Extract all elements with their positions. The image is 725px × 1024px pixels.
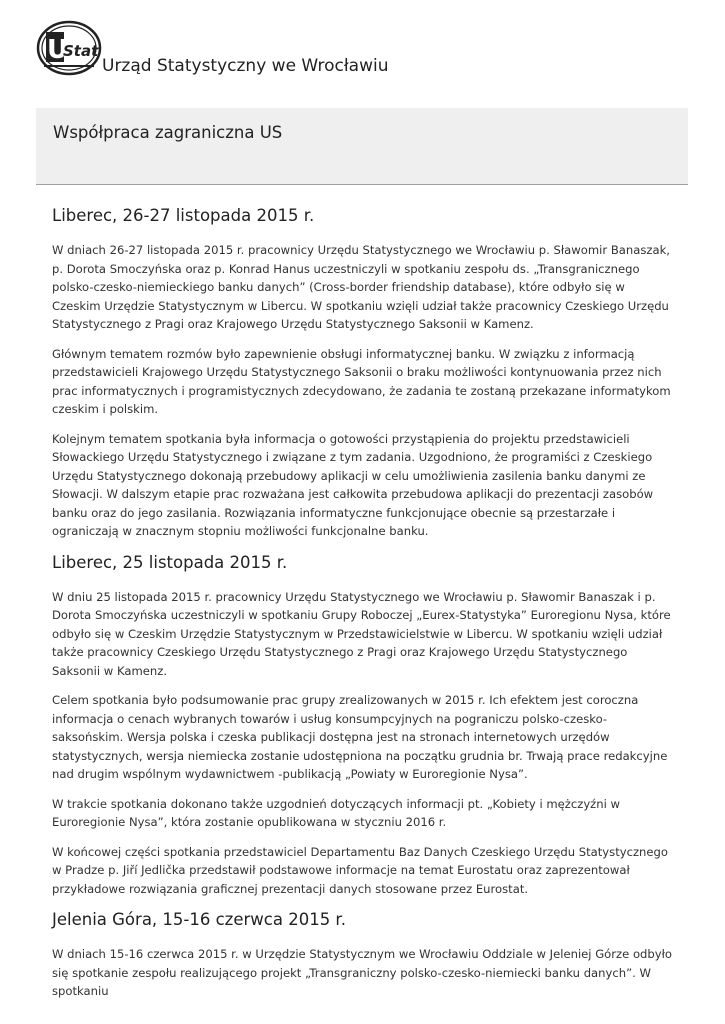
- svg-text:Stat: Stat: [63, 42, 99, 60]
- svg-text:U: U: [47, 35, 69, 65]
- article-jelenia-gora: [52, 909, 674, 1001]
- page-header: [36, 20, 686, 80]
- article-paragraph: W dniu 25 listopada 2015 r. pracownicy Urzędu Statystycznego we Wrocławiu p. Sławomir Banaszak i p. Dorota Smoczyńska uczestniczyli w spotkaniu Grupy Roboczej „Eurex-Statystyka” Euroregionu Nysa, które odbyło się w Czeskim Urzędzie Statystycznym w Przedstawicielstwie w Libercu. W spotkaniu wzięli udział także pracownicy Czeskiego Urzędu Statystycznego z Pragi oraz Krajowego Urzędu Statystycznego Saksonii w Kamenz.: [52, 589, 671, 678]
- ustat-logo: [36, 20, 102, 76]
- article-paragraph: W dniach 15-16 czerwca 2015 r. w Urzędzie Statystycznym we Wrocławiu Oddziale w Jeleniej Górze odbyło się spotkanie zespołu realizującego projekt „Transgraniczny polsko-czesko-niemiecki banku danych”. W spotkaniu: [52, 947, 673, 998]
- article-heading: Jelenia Góra, 15-16 czerwca 2015 r.: [52, 910, 346, 929]
- article-liberec-25: [52, 552, 674, 899]
- section-title: Współpraca zagraniczna US: [53, 123, 283, 142]
- article-heading: Liberec, 26-27 listopada 2015 r.: [52, 206, 315, 225]
- article-heading: Liberec, 25 listopada 2015 r.: [52, 552, 288, 572]
- article-paragraph: W trakcie spotkania dokonano także uzgodnień dotyczących informacji pt. „Kobiety i mężczyźni w Euroregionie Nysa”, która zostanie opublikowana w styczniu 2016 r.: [52, 796, 621, 829]
- article-paragraph: Głównym tematem rozmów było zapewnienie obsługi informatycznej banku. W związku z informacją przedstawicieli Krajowego Urzędu Statystycznego Saksonii o braku możliwości kontynuowania przez nich prac informatycznych i programistycznych zdecydowano, że zadania te zostaną przekazane informatykom czeskim i polskim.: [52, 346, 671, 416]
- article-paragraph: W końcowej części spotkania przedstawiciel Departamentu Baz Danych Czeskiego Urzędu Statystycznego w Pradze p. Jiří Jedlička przedstawił podstawowe informacje na temat Eurostatu oraz zaprezentował przykładowe rozwiązania graficznej prezentacji danych stosowane przez Eurostat.: [52, 844, 668, 896]
- article-paragraph: W dniach 26-27 listopada 2015 r. pracownicy Urzędu Statystycznego we Wrocławiu p. Sławomir Banaszak, p. Dorota Smoczyńska oraz p. Konrad Hanus uczestniczyli w spotkaniu zespołu ds. „Transgranicznego polsko-czesko-niemieckiego banku danych” (Cross-border friendship database), które odbyło się w Czeskim Urzędzie Statystycznym w Libercu. W spotkaniu wzięli udział także pracownicy Czeskiego Urzędu Statystycznego z Pragi oraz Krajowego Urzędu Statystycznego Saksonii w Kamenz.: [52, 243, 670, 331]
- article-list: [52, 205, 674, 1012]
- article-paragraph: Celem spotkania było podsumowanie prac grupy zrealizowanych w 2015 r. Ich efektem jest coroczna informacja o cenach wybranych towarów i usług konsumpcyjnych na pograniczu polsko-czesko-saksońskim. Wersja polska i czeska publikacji dostępna jest na stronach internetowych urzędów statystycznych, wersja niemiecka zostanie udostępniona na początku grudnia br. Trwają prace redakcyjne nad drugim wspólnym wydawnictwem -publikacją „Powiaty w Euroregionie Nysa”.: [52, 693, 668, 781]
- organization-name: Urząd Statystyczny we Wrocławiu: [102, 56, 389, 76]
- section-banner: [36, 108, 688, 185]
- article-paragraph: Kolejnym tematem spotkania była informacja o gotowości przystąpienia do projektu przedstawicieli Słowackiego Urzędu Statystycznego i związane z tym zadania. Uzgodniono, że programiści z Czeskiego Urzędu Statystycznego dokonają przebudowy aplikacji w celu umożliwienia zasilenia banku danymi ze Słowacji. W dalszym etapie prac rozważana jest całkowita przebudowa aplikacji do prezentacji zasobów banku oraz do jego zasilania. Rozwiązania informatyczne funkcjonujące obecnie są przestarzałe i ograniczają w znacznym stopniu możliwości funkcjonalne banku.: [52, 431, 654, 538]
- article-liberec-26-27: [52, 205, 674, 541]
